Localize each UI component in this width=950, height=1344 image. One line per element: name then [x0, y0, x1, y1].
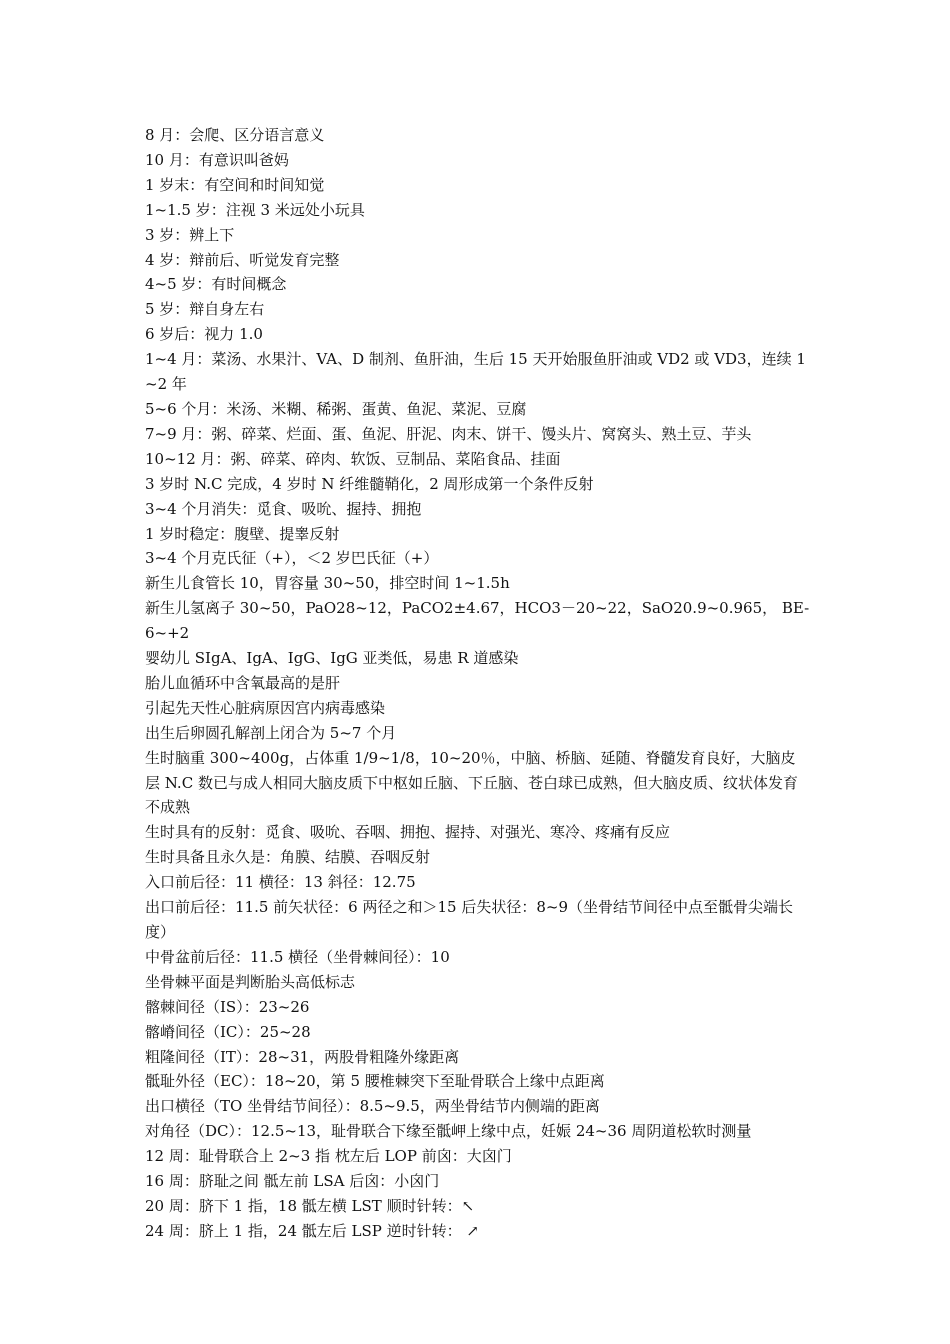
text-line: 入口前后径：11 横径：13 斜径：12.75 [145, 873, 416, 892]
text-line: 出口横径（TO 坐骨结节间径）：8.5~9.5，两坐骨结节内侧端的距离 [145, 1097, 600, 1116]
text-line: 中骨盆前后径：11.5 横径（坐骨棘间径）：10 [145, 947, 450, 966]
text-line: 3 岁：辨上下 [145, 225, 235, 244]
text-line: 生时脑重 300~400g，占体重 1/9~1/8，10~20％，中脑、桥脑、延随、脊髓发育良好，大脑皮层 N.C 数已与成人相同大脑皮质下中枢如丘脑、下丘脑、苍白球已成熟，但大脑皮质、纹状体发育不成熟 [145, 748, 798, 817]
text-line: 12 周：耻骨联合上 2~3 指 枕左后 LOP 前囟：大囟门 [145, 1147, 512, 1166]
text-line: 髂棘间径（IS）：23~26 [145, 997, 310, 1016]
text-line: 坐骨棘平面是判断胎头高低标志 [145, 972, 356, 991]
text-line: 粗隆间径（IT）：28~31，两股骨粗隆外缘距离 [145, 1047, 460, 1066]
text-line: 10~12 月：粥、碎菜、碎肉、软饭、豆制品、菜陷食品、挂面 [145, 449, 561, 468]
text-line: 1 岁时稳定：腹壁、提睾反射 [145, 524, 340, 543]
text-line: 胎儿血循环中含氧最高的是肝 [145, 673, 341, 692]
text-line: 1~1.5 岁：注视 3 米远处小玩具 [145, 200, 365, 219]
text-line: 新生儿氢离子 30~50，PaO28~12，PaCO2±4.67，HCO3－20~22，SaO20.9~0.965， BE-6~+2 [145, 599, 810, 643]
text-line: 婴幼儿 SIgA、IgA、IgG、IgG 亚类低，易患 R 道感染 [145, 649, 519, 668]
text-line: 5~6 个月：米汤、米糊、稀粥、蛋黄、鱼泥、菜泥、豆腐 [145, 399, 527, 418]
text-line: 16 周：脐耻之间 骶左前 LSA 后囟：小囟门 [145, 1172, 440, 1191]
text-line: 4 岁：辩前后、听觉发育完整 [145, 250, 340, 269]
text-line: 24 周：脐上 1 指，24 骶左后 LSP 逆时针转： ↗ [145, 1221, 479, 1240]
text-line: 新生儿食管长 10，胃容量 30~50，排空时间 1~1.5h [145, 574, 510, 593]
text-line: 3 岁时 N.C 完成，4 岁时 N 纤维髓鞘化，2 周形成第一个条件反射 [145, 474, 594, 493]
text-line: 3~4 个月消失：觅食、吸吮、握持、拥抱 [145, 499, 422, 518]
text-line: 髂嵴间径（IC）：25~28 [145, 1022, 311, 1041]
text-line: 20 周：脐下 1 指，18 骶左横 LST 顺时针转：↖ [145, 1196, 475, 1215]
text-line: 生时具备且永久是：角膜、结膜、吞咽反射 [145, 848, 431, 867]
text-line: 出生后卵圆孔解剖上闭合为 5~7 个月 [145, 723, 397, 742]
text-line: 1~4 月：菜汤、水果汁、VA、D 制剂、鱼肝油，生后 15 天开始服鱼肝油或 VD2 或 VD3，连续 1~2 年 [145, 350, 806, 394]
text-line: 对角径（DC）：12.5~13，耻骨联合下缘至骶岬上缘中点，妊娠 24~36 周阴道松软时测量 [145, 1122, 752, 1141]
text-line: 7~9 月：粥、碎菜、烂面、蛋、鱼泥、肝泥、肉末、饼干、馒头片、窝窝头、熟土豆、芋头 [145, 424, 752, 443]
document-body [145, 123, 810, 1244]
text-line: 6 岁后：视力 1.0 [145, 325, 263, 344]
text-line: 骶耻外径（EC）：18~20，第 5 腰椎棘突下至耻骨联合上缘中点距离 [145, 1072, 605, 1091]
text-line: 4~5 岁：有时间概念 [145, 275, 287, 294]
text-line: 10 月：有意识叫爸妈 [145, 150, 289, 169]
text-line: 8 月：会爬、区分语言意义 [145, 126, 325, 144]
text-line: 5 岁：辩自身左右 [145, 300, 265, 319]
text-line: 出口前后径：11.5 前矢状径：6 两径之和＞15 后失状径：8~9（坐骨结节间径中点至骶骨尖端长度） [145, 898, 793, 941]
text-line: 3~4 个月克氏征（+），＜2 岁巴氏征（+） [145, 549, 439, 568]
text-line: 1 岁末：有空间和时间知觉 [145, 175, 325, 194]
text-line: 生时具有的反射：觅食、吸吮、吞咽、拥抱、握持、对强光、寒冷、疼痛有反应 [145, 823, 671, 842]
text-line: 引起先天性心脏病原因宫内病毒感染 [145, 698, 386, 717]
